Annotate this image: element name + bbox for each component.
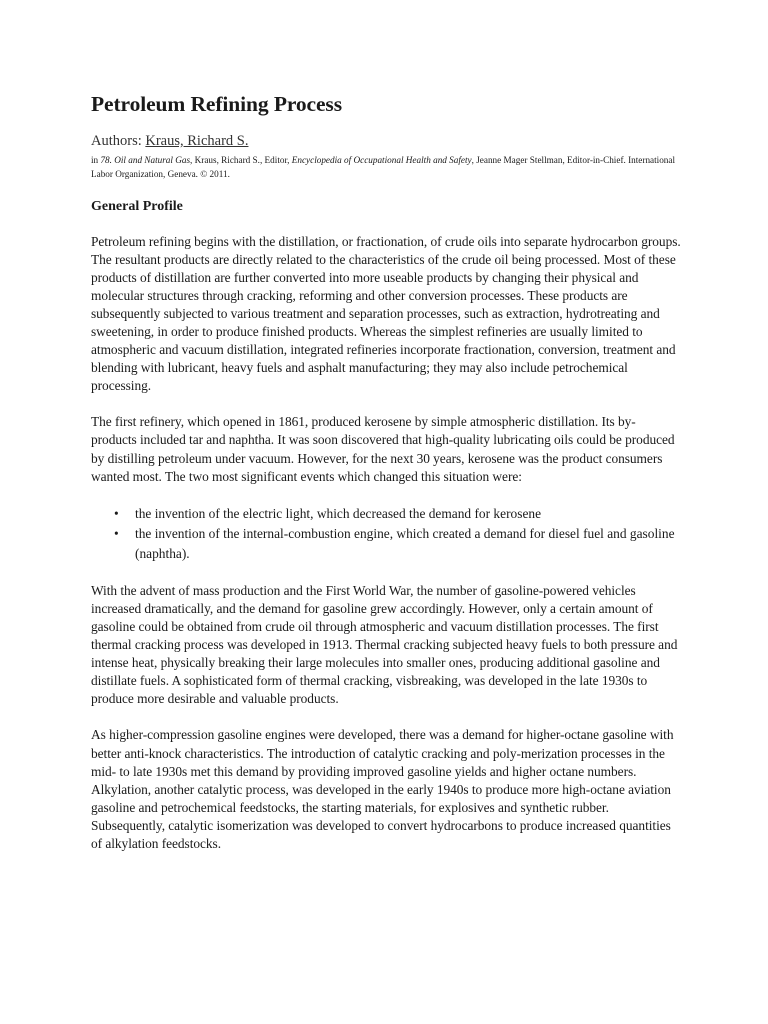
bullet-icon: • <box>114 505 119 521</box>
citation-book: Encyclopedia of Occupational Health and Safety <box>291 154 472 165</box>
list-item <box>91 524 681 564</box>
authors-line <box>91 134 681 150</box>
page-title: Petroleum Refining Process <box>91 92 342 116</box>
section-heading: General Profile <box>91 198 183 214</box>
citation-prefix: in <box>91 154 101 165</box>
authors-label: Authors: <box>91 132 146 149</box>
document-page <box>91 92 681 853</box>
citation-chapter: 78. Oil and Natural Gas <box>100 154 191 165</box>
citation-middle: , Kraus, Richard S., Editor, <box>190 154 292 165</box>
bullet-text: the invention of the electric light, which decreased the demand for kerosene <box>135 505 542 521</box>
paragraph-4: As higher-compression gasoline engines were developed, there was a demand for higher-octane gasoline with better anti-knock characteristics. The introduction of catalytic cracking and poly-merization processes in the mid- to late 1930s met this demand by providing improved gasoline yields and higher octane numbers. Alkylation, another catalytic process, was developed in the early 1940s to produce more high-octane aviation gasoline and petrochemical feedstocks, the starting materials, for explosives and synthetic rubber. Subsequently, catalytic isomerization was developed to convert hydrocarbons to produce increased quantities of alkylation feedstocks. <box>91 727 674 851</box>
citation <box>91 153 681 181</box>
paragraph-3: With the advent of mass production and the First World War, the number of gasoline-powered vehicles increased dramatically, and the demand for gasoline grew accordingly. However, only a certain amount of gasoline could be obtained from crude oil through atmospheric and vacuum distillation processes. The first thermal cracking process was developed in 1913. Thermal cracking subjected heavy fuels to both pressure and intense heat, physically breaking their large molecules into smaller ones, producing additional gasoline and distillate fuels. A sophisticated form of thermal cracking, visbreaking, was developed in the late 1930s to produce more desirable and valuable products. <box>91 582 678 707</box>
list-item <box>91 504 681 524</box>
bullet-text: the invention of the internal-combustion engine, which created a demand for diesel fuel and gasoline (naphtha). <box>135 525 675 561</box>
citation-suffix: , Jeanne Mager Stellman, Editor-in-Chief. International Labor Organization, Geneva. © 2011. <box>91 154 676 179</box>
paragraph-1: Petroleum refining begins with the distillation, or fractionation, of crude oils into separate hydrocarbon groups. The resultant products are directly related to the characteristics of the crude oil being processed. Most of these products of distillation are further converted into more useable products by changing their physical and molecular structures through cracking, reforming and other conversion processes. These products are subsequently subjected to various treatment and separation processes, such as extraction, hydrotreating and sweetening, in order to produce finished products. Whereas the simplest refineries are usually limited to atmospheric and vacuum distillation, integrated refineries incorporate fractionation, conversion, treatment and blending with lubricant, heavy fuels and asphalt manufacturing; they may also include petrochemical processing. <box>91 233 681 394</box>
bullet-icon: • <box>114 525 119 541</box>
paragraph-2: The first refinery, which opened in 1861, produced kerosene by simple atmospheric distillation. Its by-products included tar and naphtha. It was soon discovered that high-quality lubricating oils could be produced by distilling petroleum under vacuum. However, for the next 30 years, kerosene was the product consumers wanted most. The two most significant events which changed this situation were: <box>91 414 675 484</box>
author-link[interactable]: Kraus, Richard S. <box>145 132 249 149</box>
bullet-list <box>91 504 681 564</box>
